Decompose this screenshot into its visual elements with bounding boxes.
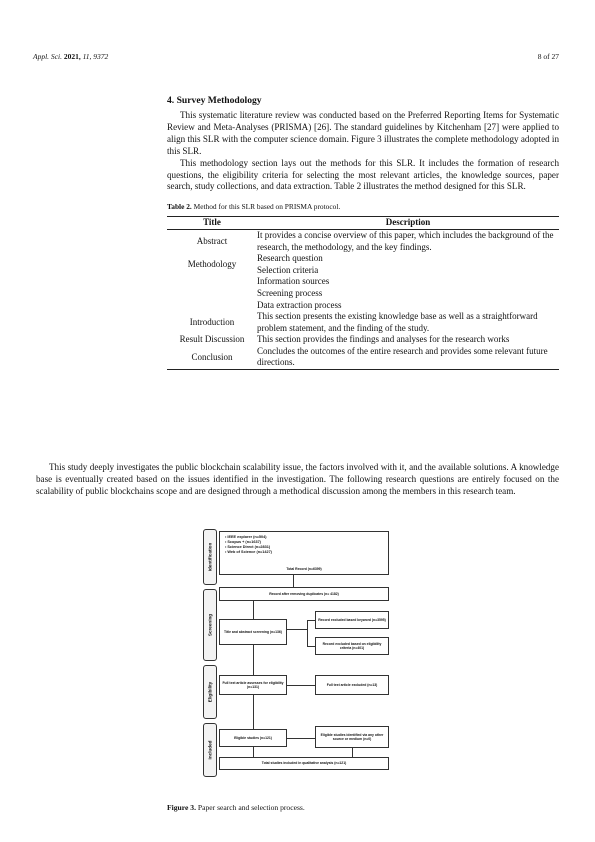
paragraph-2: This methodology section lays out the methods for this SLR. It includes the formation of research questions, the eligibility criteria for selecting the most relevant articles, the knowledge sources, paper search, study collections, and data extraction. Table 2 illustrates the method designed for this SLR. xyxy=(167,157,559,192)
stage-eligibility-label: Eligibility xyxy=(207,681,213,703)
table-row xyxy=(167,334,559,346)
row-title: Introduction xyxy=(189,316,235,327)
method-table xyxy=(167,216,559,370)
excluded-eligibility-box: Record excluded based on eligibility criteria (n=401) xyxy=(315,637,389,655)
row-title xyxy=(167,300,257,312)
table-row xyxy=(167,253,559,265)
source-item: • Science Direct (n=2831) xyxy=(225,545,272,550)
table-row xyxy=(167,311,559,334)
fulltext-assessed-box: Full text article assesses for eligibility (n=131) xyxy=(219,675,287,695)
table-caption-text: Method for this SLR based on PRISMA protocol. xyxy=(193,202,341,212)
paragraph-3-wrapper xyxy=(36,462,559,498)
paragraph-1: This systematic literature review was conducted based on the Preferred Reporting Items for Systematic Review and Meta-Analyses (PRISMA) [26]. The standard guidelines by Kitchenham [27] were applied to align this SLR with the computer science domain. Figure 3 illustrates the complete methodology adopted in this SLR. xyxy=(167,110,559,156)
article-number: 9372 xyxy=(93,52,109,61)
excluded-keyword-box: Record excluded based keyword (n=3595) xyxy=(315,611,389,629)
row-description: Data extraction process xyxy=(257,299,342,310)
stage-identification-label: Identification xyxy=(207,542,213,572)
journal-year: 2021, xyxy=(63,52,81,61)
stage-eligibility xyxy=(203,665,217,719)
table-row xyxy=(167,300,559,312)
total-included-box: Total studies included in qualitative analysis (n=121) xyxy=(219,757,389,770)
page-number: 8 of 27 xyxy=(537,52,559,61)
table-caption-label: Table 2. xyxy=(167,202,192,212)
table-header-title: Title xyxy=(167,217,257,230)
row-title: Methodology xyxy=(187,258,237,269)
figure-caption-text: Paper search and selection process. xyxy=(197,803,305,812)
journal-volume: 11, xyxy=(82,52,92,61)
table-caption xyxy=(167,202,559,212)
connector-line xyxy=(253,747,254,757)
row-description: It provides a concise overview of this paper, which includes the background of the research, the methodology, and the key findings. xyxy=(257,229,554,252)
source-item: • IEEE explorer (n=504) xyxy=(225,535,272,540)
paragraph-3: This study deeply investigates the public blockchain scalability issue, the factors involved with it, and the available solutions. A knowledge base is eventually created based on the issues identified in the investigation. The following research questions are entirely focused on the scalability of public blockchains scope and are designed through a methodical discussion among the members in this research team. xyxy=(36,462,559,496)
stage-screening xyxy=(203,589,217,661)
row-title: Result Discussion xyxy=(179,334,245,345)
eligible-studies-box: Eligible studies (n=121) xyxy=(219,729,287,747)
stage-included xyxy=(203,723,217,777)
connector-line xyxy=(307,620,315,621)
row-title xyxy=(167,288,257,300)
source-item: • Web of Science (n=1427) xyxy=(225,550,272,555)
row-description: Research question xyxy=(257,253,323,264)
main-content xyxy=(167,94,559,370)
figure-caption xyxy=(167,803,305,812)
running-header-citation xyxy=(33,52,108,61)
section-title: 4. Survey Methodology xyxy=(167,95,262,106)
connector-line xyxy=(287,685,315,686)
row-description: Screening process xyxy=(257,287,323,298)
connector-line xyxy=(293,575,294,587)
row-description: Concludes the outcomes of the entire research and provides some relevant future directions. xyxy=(257,346,559,370)
connector-line xyxy=(352,748,353,757)
table-row xyxy=(167,346,559,370)
row-description: Information sources xyxy=(257,276,330,287)
source-item: • Scopus + (n=1637) xyxy=(225,540,272,545)
stage-screening-label: Screening xyxy=(207,613,213,637)
figure-caption-label: Figure 3. xyxy=(167,803,196,812)
title-abstract-box: Title and abstract screening (n=136) xyxy=(219,619,287,645)
row-description: This section provides the findings and analyses for the research works xyxy=(257,334,510,345)
connector-line xyxy=(253,695,254,729)
row-description: Selection criteria xyxy=(257,264,319,275)
connector-line xyxy=(307,620,308,646)
connector-line xyxy=(253,601,254,619)
table-header-description: Description xyxy=(257,217,559,230)
prisma-flow-diagram xyxy=(203,527,399,780)
row-title: Abstract xyxy=(196,235,228,246)
row-title xyxy=(167,276,257,288)
source-list xyxy=(225,535,272,555)
connector-line xyxy=(287,629,307,630)
connector-line xyxy=(253,645,254,675)
fulltext-excluded-box: Full text article excluded (n=13) xyxy=(315,675,389,695)
table-row xyxy=(167,229,559,253)
table-row xyxy=(167,276,559,288)
stage-included-label: Included xyxy=(207,740,213,760)
row-description: This section presents the existing knowledge base as well as a straightforward problem statement, and the finding of the study. xyxy=(257,311,538,333)
journal-name: Appl. Sci. xyxy=(33,52,62,61)
row-title: Conclusion xyxy=(167,346,257,370)
table-row xyxy=(167,288,559,300)
other-sources-box: Eligible studies identified via any other source or medium (n=0) xyxy=(315,726,389,748)
connector-line xyxy=(287,738,315,739)
total-record-label: Total Record (n=6399) xyxy=(286,566,322,571)
connector-line xyxy=(307,646,315,647)
stage-identification xyxy=(203,529,217,585)
after-duplicates-box: Record after removing duplicates (n= 4182) xyxy=(219,587,389,601)
